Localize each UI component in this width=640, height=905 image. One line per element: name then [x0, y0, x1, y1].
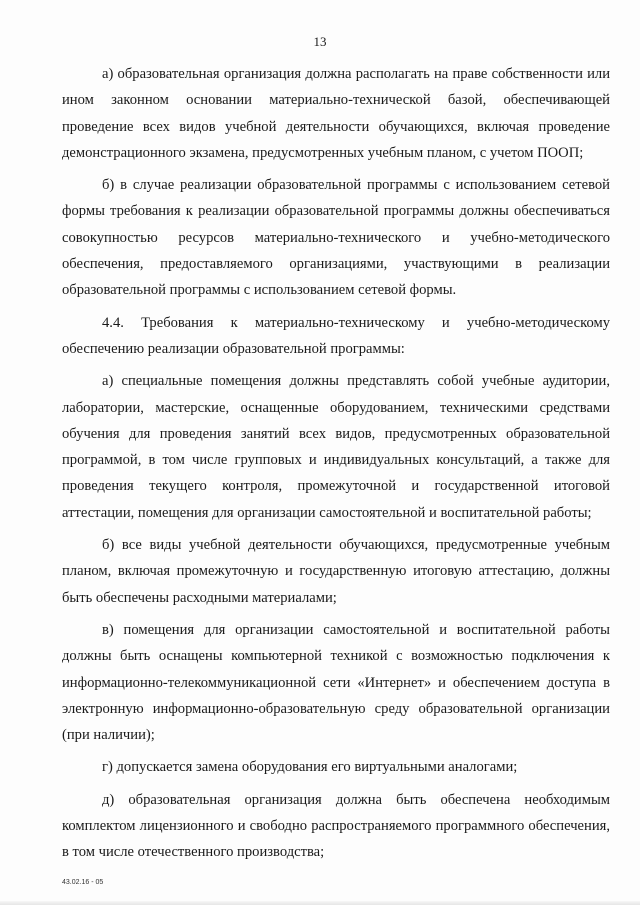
paragraph-g-virtual-analogs: г) допускается замена оборудования его виртуальными аналогами; [102, 759, 518, 776]
paragraph-b-network-form: б) в случае реализации образовательной программы с использованием сетевой формы требования к реализации образовательной программы должны обеспечиваться совокупностью ресурсов материально-технического и учебно-методического обеспечения, предоставляемого организациями, участвующими в реализации образовательной программы с использованием сетевой формы. [62, 177, 610, 299]
section-heading-4-4: 4.4. Требования к материально-техническому и учебно-методическому обеспечению реализации образовательной программы: [62, 314, 610, 357]
paragraph-a-material-base: а) образовательная организация должна располагать на праве собственности или ином законном основании материально-технической базой, обеспечивающей проведение всех видов учебной деятельности обучающихся, включая проведение демонстрационного экзамена, предусмотренных учебным планом, с учетом ПООП; [62, 66, 610, 161]
page-number: 13 [313, 34, 327, 49]
paragraph-b-consumables: б) все виды учебной деятельности обучающихся, предусмотренные учебным планом, включая промежуточную и государственную итоговую аттестацию, должны быть обеспечены расходными материалами; [62, 537, 610, 606]
paragraph-a-special-rooms: а) специальные помещения должны представлять собой учебные аудитории, лаборатории, мастерские, оснащенные оборудованием, техническими средствами обучения для проведения занятий всех видов, предусмотренных образовательной программой, в том числе групповых и индивидуальных консультаций, а также для проведения текущего контроля, промежуточной и государственной итоговой аттестации, помещения для организации самостоятельной и воспитательной работы; [62, 373, 610, 521]
document-body [62, 61, 610, 866]
paragraph-d-software: д) образовательная организация должна быть обеспечена необходимым комплектом лицензионного и свободно распространяемого программного обеспечения, в том числе отечественного производства; [62, 791, 610, 861]
footer-document-code: 43.02.16 - 05 [62, 879, 104, 886]
paragraph-v-computer-equipment: в) помещения для организации самостоятельной и воспитательной работы должны быть оснащены компьютерной техникой с возможностью подключения к информационно-телекоммуникационной сети «Интернет» и обеспечением доступа в электронную информационно-образовательную среду образовательной организации (при наличии); [62, 621, 610, 744]
scan-edge-divider [0, 901, 640, 905]
